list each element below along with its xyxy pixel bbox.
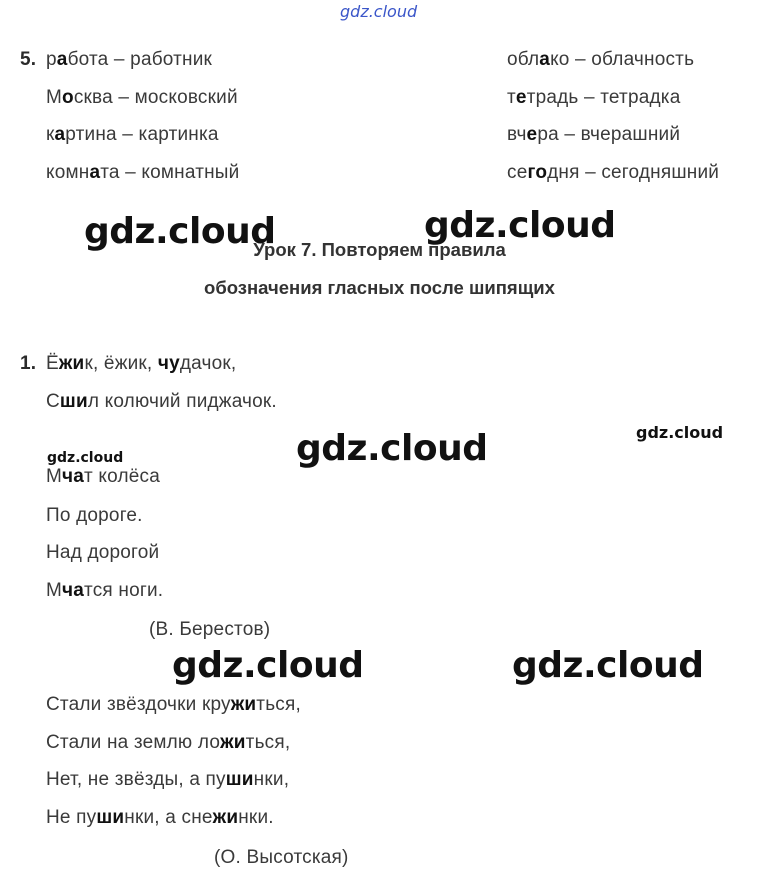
ex5-right-line-4 [507,162,719,184]
text-segment: се [507,162,528,183]
highlighted-letters: жи [212,807,239,828]
poem-line [46,391,277,413]
text-segment: С [46,391,60,412]
text-segment: ртина – картинка [65,124,219,145]
poem-line [46,769,289,791]
watermark: gdz.cloud [172,645,364,686]
text-segment: ко – облачность [550,49,695,70]
highlighted-letters: о [62,87,74,108]
watermark: gdz.cloud [84,211,276,252]
ex5-right-line-1 [507,49,694,71]
watermark: gdz.cloud [512,645,704,686]
highlighted-letters: жи [230,694,257,715]
watermark-top: gdz.cloud [340,2,418,21]
text-segment: дня – сегодняшний [547,162,720,183]
ex5-left-line-1 [46,49,212,71]
text-segment: Нет, не звёзды, а пу [46,769,226,790]
text-segment: тся ноги. [84,580,164,601]
poem-author: (В. Берестов) [149,619,271,640]
watermark: gdz.cloud [636,423,724,442]
highlighted-letters: а [539,49,551,70]
ex5-right-line-3 [507,124,680,146]
ex5-right-line-2 [507,87,680,109]
poem-line [46,505,143,527]
watermark: gdz.cloud [296,428,488,469]
text-segment: дачок, [179,353,237,374]
highlighted-letters: а [54,124,66,145]
text-segment: нки. [238,807,274,828]
text-segment: ра – вчерашний [537,124,681,145]
text-segment: Стали звёздочки кру [46,694,231,715]
highlighted-letters: а [56,49,68,70]
highlighted-letters: а [89,162,101,183]
text-segment: к, ёжик, [84,353,158,374]
text-segment: комн [46,162,90,183]
text-segment: По дороге. [46,505,143,526]
poem-line [46,466,160,488]
highlighted-letters: жи [58,353,85,374]
text-segment: ться, [256,694,301,715]
highlighted-letters: жи [220,732,246,753]
poem-line [46,807,274,829]
text-segment: М [46,466,63,487]
text-segment: Стали на землю ло [46,732,221,753]
text-segment: нки, а сне [124,807,213,828]
highlighted-letters: ча [62,580,85,601]
highlighted-letters: ши [225,769,254,790]
poem-line [46,694,301,716]
poem-line [46,580,163,602]
highlighted-letters: е [515,87,527,108]
text-segment: к [46,124,55,145]
highlighted-letters: го [527,162,548,183]
poem-line [46,542,159,564]
poem-line [46,353,236,375]
text-segment: л колючий пиджачок. [87,391,277,412]
ex5-left-line-3 [46,124,219,146]
highlighted-letters: чу [157,353,180,374]
highlighted-letters: е [526,124,538,145]
text-segment: М [46,580,63,601]
text-segment: нки, [253,769,290,790]
watermark: gdz.cloud [424,205,616,246]
text-segment: Не пу [46,807,97,828]
text-segment: Ё [46,353,59,374]
text-segment: ться, [245,732,291,753]
text-segment: р [46,49,57,70]
text-segment: традь – тетрадка [526,87,681,108]
ex5-left-line-4 [46,162,239,184]
exercise-1-number: 1. [20,353,37,374]
highlighted-letters: ши [59,391,88,412]
ex5-left-line-2 [46,87,238,109]
text-segment: т колёса [84,466,161,487]
highlighted-letters: ча [62,466,85,487]
poem-author: (О. Высотская) [214,847,349,868]
text-segment: Над дорогой [46,542,160,563]
text-segment: т [507,87,516,108]
text-segment: бота – работник [67,49,213,70]
watermark: gdz.cloud [47,450,124,466]
text-segment: М [46,87,63,108]
text-segment: вч [507,124,527,145]
lesson-title: Урок 7. Повторяем правила [253,239,506,260]
text-segment: обл [507,49,540,70]
lesson-subtitle: обозначения гласных после шипящих [204,277,555,298]
poem-line [46,732,290,754]
text-segment: сква – московский [73,87,238,108]
exercise-5-number: 5. [20,49,37,70]
highlighted-letters: ши [96,807,125,828]
text-segment: та – комнатный [100,162,240,183]
